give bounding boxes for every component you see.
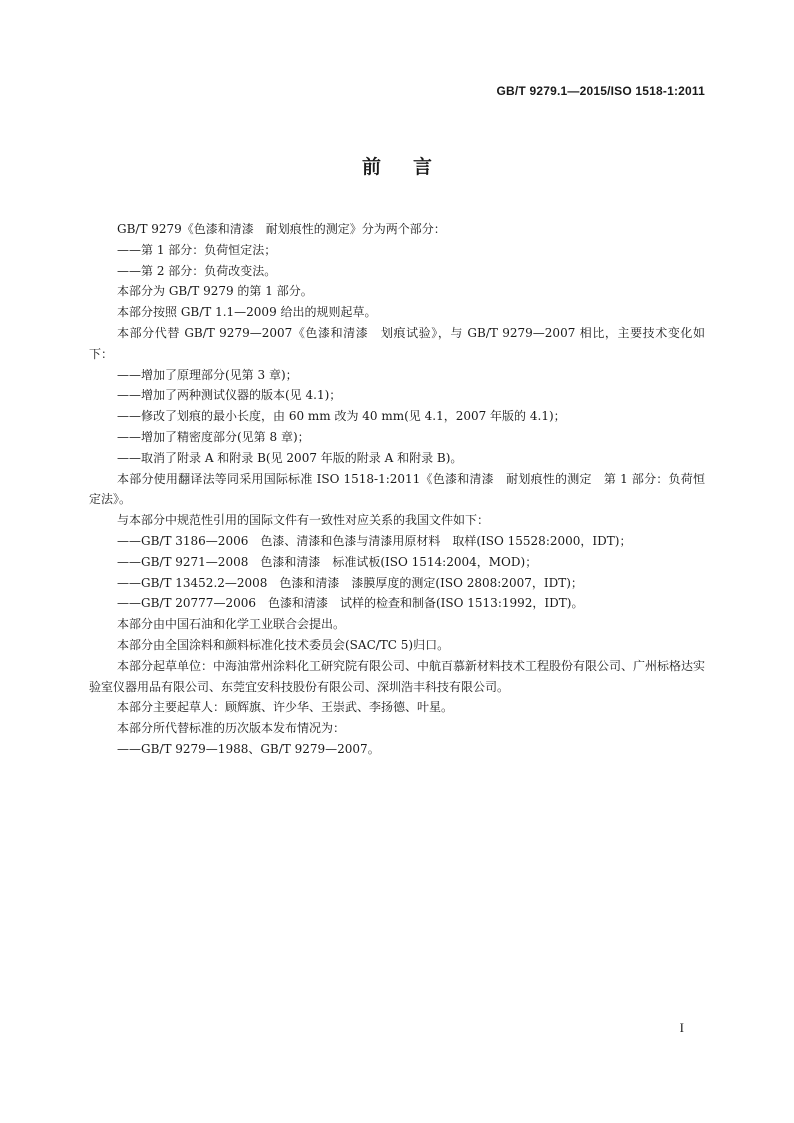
paragraph: 本部分由中国石油和化学工业联合会提出。 (117, 617, 346, 632)
paragraph: 本部分使用翻译法等同采用国际标准 ISO 1518-1:2011《色漆和清漆 耐划痕性的测定 第 1 部分：负荷恒定法》。 (89, 471, 705, 507)
list-item: ——GB/T 9279—1988、GB/T 9279—2007。 (117, 741, 380, 756)
paragraph: 本部分按照 GB/T 1.1—2009 给出的规则起草。 (117, 305, 377, 320)
paragraph: 本部分起草单位：中海油常州涂料化工研究院有限公司、中航百慕新材料技术工程股份有限公司、广州标格达实验室仪器用品有限公司、东莞宜安科技股份有限公司、深圳浩丰科技有限公司。 (89, 658, 706, 694)
list-item: ——增加了原理部分(见第 3 章)； (117, 367, 298, 382)
list-item: ——增加了两种测试仪器的版本(见 4.1)； (117, 388, 342, 403)
paragraph: 本部分所代替标准的历次版本发布情况为： (117, 721, 346, 736)
list-item: ——GB/T 3186—2006 色漆、清漆和色漆与清漆用原材料 取样(ISO 15528:2000，IDT)； (117, 533, 632, 548)
paragraph: GB/T 9279《色漆和清漆 耐划痕性的测定》分为两个部分： (117, 222, 446, 236)
list-item: ——GB/T 13452.2—2008 色漆和清漆 漆膜厚度的测定(ISO 2808:2007，IDT)； (117, 575, 583, 590)
list-item: ——第 1 部分：负荷恒定法； (117, 242, 277, 257)
paragraph: 本部分代替 GB/T 9279—2007《色漆和清漆 划痕试验》，与 GB/T 9279—2007 相比，主要技术变化如下： (89, 325, 705, 361)
foreword-body (89, 219, 705, 760)
list-item: ——GB/T 9271—2008 色漆和清漆 标准试板(ISO 1514:2004，MOD)； (117, 554, 538, 569)
standard-code-header: GB/T 9279.1—2015/ISO 1518-1:2011 (496, 84, 705, 98)
list-item: ——第 2 部分：负荷改变法。 (117, 263, 277, 278)
list-item: ——GB/T 20777—2006 色漆和清漆 试样的检查和制备(ISO 1513:1992，IDT)。 (117, 596, 584, 611)
page-title: 前言 (361, 156, 464, 178)
paragraph: 本部分为 GB/T 9279 的第 1 部分。 (117, 284, 313, 299)
list-item: ——修改了划痕的最小长度，由 60 mm 改为 40 mm(见 4.1，2007 年版的 4.1)； (117, 409, 566, 424)
paragraph: 本部分由全国涂料和颜料标准化技术委员会(SAC/TC 5)归口。 (117, 637, 450, 652)
page-number: I (679, 1020, 684, 1035)
list-item: ——增加了精密度部分(见第 8 章)； (117, 429, 310, 444)
paragraph: 与本部分中规范性引用的国际文件有一致性对应关系的我国文件如下： (117, 513, 490, 528)
list-item: ——取消了附录 A 和附录 B(见 2007 年版的附录 A 和附录 B)。 (117, 450, 463, 465)
paragraph: 本部分主要起草人：顾辉旗、许少华、王崇武、李扬德、叶星。 (117, 700, 454, 715)
